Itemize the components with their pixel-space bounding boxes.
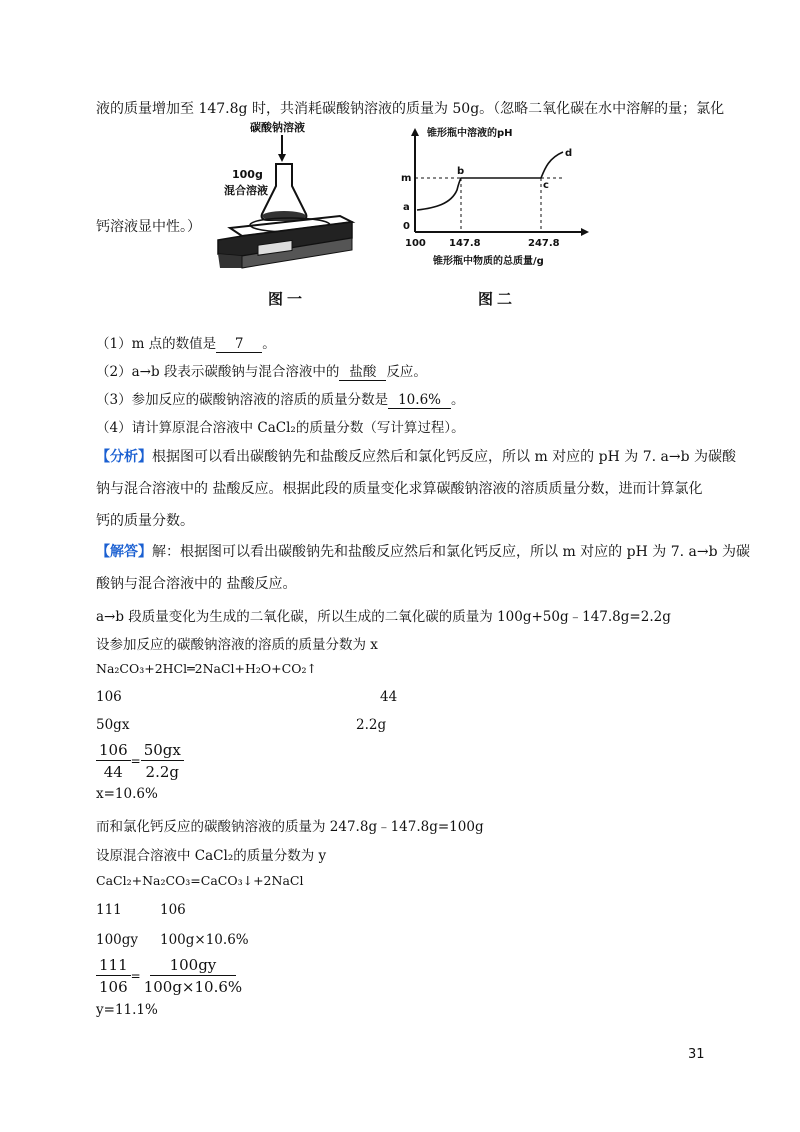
figure-2-xlabel: 锥形瓶中物质的总质量/g: [433, 256, 544, 267]
solution-line-2: 酸钠与混合溶液中的 盐酸反应。: [96, 576, 297, 592]
intro-line-2: 钙溶液显中性。）: [96, 219, 201, 235]
y-tick-0: 0: [403, 221, 410, 232]
y-tick-m: m: [401, 173, 412, 184]
question-2: （2）a→b 段表示碳酸钠与混合溶液中的 盐酸 反应。: [96, 360, 427, 381]
fraction-equation-1: $\frac{106}{44}$ $=\frac{50gx}{2.2g}$: [96, 741, 184, 781]
analysis-tag: 【分析】: [96, 449, 152, 465]
figure-2-ylabel: 锥形瓶中溶液的pH: [427, 128, 513, 139]
solution-tag: 【解答】: [96, 544, 152, 560]
equation-2: CaCl₂+Na₂CO₃=CaCO₃↓+2NaCl: [96, 873, 304, 888]
eq2-row1-left: 111: [96, 902, 122, 918]
figure-2-ph-chart: [395, 122, 595, 282]
y-tick-a: a: [403, 202, 410, 213]
solution-line-6: 设原混合溶液中 CaCl₂的质量分数为 y: [96, 848, 327, 864]
answer-blank-1: 7: [216, 336, 262, 353]
analysis-line-1: 【分析】根据图可以看出碳酸钠先和盐酸反应然后和氯化钙反应，所以 m 对应的 pH 为 7. a→b 为碳酸: [96, 449, 736, 465]
solution-line-4: 设参加反应的碳酸钠溶液的溶质的质量分数为 x: [96, 637, 378, 653]
question-3: （3）参加反应的碳酸钠溶液的溶质的质量分数是 10.6% 。: [96, 392, 465, 408]
fraction-equation-2: $\frac{111}{106}$ $=\frac{100gy}{100g\times 10.6\%}$: [96, 956, 245, 996]
page-number: 31: [688, 1047, 705, 1062]
result-y: y=11.1%: [96, 1002, 158, 1018]
analysis-line-2: 钠与混合溶液中的 盐酸反应。根据此段的质量变化求算碳酸钠溶液的溶质质量分数，进而计算氯化: [96, 481, 703, 497]
solution-line-5: 而和氯化钙反应的碳酸钠溶液的质量为 247.8g﹣147.8g=100g: [96, 819, 484, 835]
solution-line-3: a→b 段质量变化为生成的二氧化碳，所以生成的二氧化碳的质量为 100g+50g﹣147.8g=2.2g: [96, 609, 671, 625]
intro-line-1: 液的质量增加至 147.8g 时，共消耗碳酸钠溶液的质量为 50g。（忽略二氧化碳在水中溶解的量；氯化: [96, 101, 725, 117]
point-c: c: [543, 180, 549, 191]
eq1-row1-left: 106: [96, 689, 122, 705]
figure-1-caption: 图一: [268, 290, 307, 308]
eq2-row1-right: 106: [160, 902, 186, 918]
eq1-row2-left: 50gx: [96, 717, 130, 733]
eq1-row1-right: 44: [380, 689, 398, 705]
figure-1-mix-label-1: 100g: [232, 168, 263, 181]
solution-line-1: 【解答】解：根据图可以看出碳酸钠先和盐酸反应然后和氯化钙反应，所以 m 对应的 pH 为 7. a→b 为碳: [96, 544, 750, 560]
x-tick-100: 100: [405, 238, 426, 249]
point-d: d: [565, 148, 573, 159]
question-4: （4）请计算原混合溶液中 CaCl₂的质量分数（写计算过程）。: [96, 420, 465, 436]
analysis-line-3: 钙的质量分数。: [96, 513, 194, 529]
eq2-row2-left: 100gy: [96, 932, 139, 948]
x-tick-147-8: 147.8: [449, 238, 481, 249]
figure-1-balance-diagram: [210, 118, 365, 278]
figure-1-mix-label-2: 混合溶液: [224, 184, 268, 197]
x-tick-247-8: 247.8: [528, 238, 560, 249]
answer-blank-3: 10.6%: [388, 392, 451, 409]
question-1: （1）m 点的数值是 7 。: [96, 336, 276, 352]
result-x: x=10.6%: [96, 786, 158, 802]
figure-1-top-label: 碳酸钠溶液: [250, 121, 305, 134]
answer-blank-2: 盐酸: [339, 360, 386, 381]
eq1-row2-right: 2.2g: [356, 717, 387, 733]
point-b: b: [457, 166, 465, 177]
eq2-row2-right: 100g×10.6%: [160, 932, 249, 948]
equation-1: Na₂CO₃+2HCl═2NaCl+H₂O+CO₂↑: [96, 661, 317, 676]
figure-2-caption: 图二: [478, 290, 517, 308]
